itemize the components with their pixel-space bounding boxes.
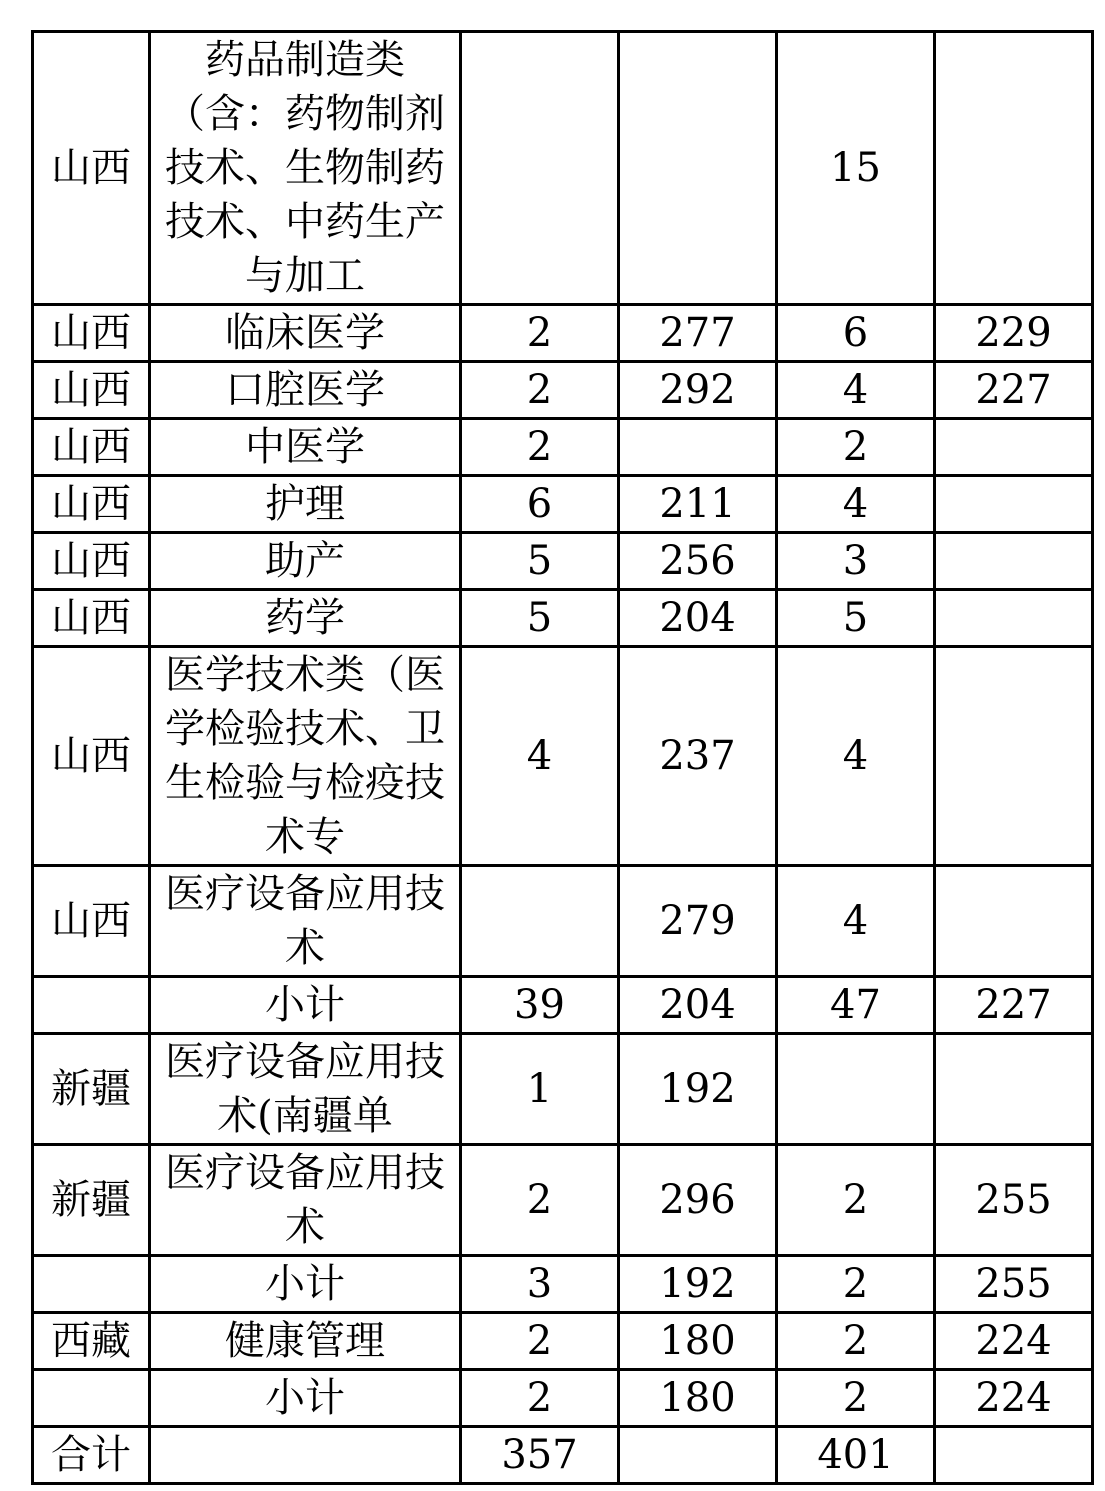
province-cell: 新疆	[33, 1145, 150, 1256]
province-cell: 山西	[33, 362, 150, 419]
value-cell: 255	[935, 1256, 1093, 1313]
province-cell: 山西	[33, 32, 150, 305]
value-cell: 2	[777, 1370, 935, 1427]
table-row	[33, 362, 1093, 419]
value-cell: 224	[935, 1313, 1093, 1370]
value-cell	[935, 32, 1093, 305]
value-cell	[935, 476, 1093, 533]
subtotal-label: 小计	[150, 977, 461, 1034]
value-cell	[619, 1427, 777, 1484]
value-cell: 2	[461, 1370, 619, 1427]
subtotal-row	[33, 1256, 1093, 1313]
value-cell	[935, 647, 1093, 866]
major-cell	[150, 647, 461, 866]
table-row	[33, 1145, 1093, 1256]
major-text: 医疗设备应用技术	[165, 1150, 445, 1250]
value-cell: 15	[777, 32, 935, 305]
province-cell: 山西	[33, 476, 150, 533]
major-text: 医疗设备应用技术(南疆单	[165, 1039, 445, 1139]
value-cell: 5	[777, 590, 935, 647]
value-cell: 4	[777, 476, 935, 533]
major-text: 医学技术类（医学检验技术、卫生检验与检疫技术专	[165, 652, 445, 860]
value-cell	[935, 866, 1093, 977]
value-cell: 6	[461, 476, 619, 533]
value-cell: 2	[461, 1313, 619, 1370]
value-cell: 2	[461, 362, 619, 419]
major-cell	[150, 866, 461, 977]
value-cell: 2	[777, 1256, 935, 1313]
admission-table	[31, 30, 1094, 1485]
value-cell: 2	[461, 419, 619, 476]
value-cell: 192	[619, 1256, 777, 1313]
value-cell: 2	[777, 1313, 935, 1370]
value-cell: 279	[619, 866, 777, 977]
value-cell: 227	[935, 977, 1093, 1034]
table-row	[33, 1313, 1093, 1370]
value-cell	[935, 533, 1093, 590]
major-text: 药品制造类（含：药物制剂技术、生物制药技术、中药生产与加工	[165, 37, 445, 299]
value-cell: 229	[935, 305, 1093, 362]
value-cell	[619, 32, 777, 305]
value-cell: 292	[619, 362, 777, 419]
value-cell: 180	[619, 1313, 777, 1370]
table-row	[33, 1034, 1093, 1145]
value-cell	[935, 419, 1093, 476]
major-cell	[150, 1145, 461, 1256]
value-cell: 3	[461, 1256, 619, 1313]
major-text: 医疗设备应用技术	[165, 871, 445, 971]
value-cell: 357	[461, 1427, 619, 1484]
table-row	[33, 419, 1093, 476]
value-cell: 180	[619, 1370, 777, 1427]
major-cell	[150, 32, 461, 305]
value-cell: 5	[461, 533, 619, 590]
major-cell: 口腔医学	[150, 362, 461, 419]
value-cell: 211	[619, 476, 777, 533]
major-cell: 药学	[150, 590, 461, 647]
value-cell: 2	[461, 1145, 619, 1256]
major-cell: 健康管理	[150, 1313, 461, 1370]
table-row	[33, 866, 1093, 977]
value-cell: 256	[619, 533, 777, 590]
value-cell	[935, 590, 1093, 647]
province-cell: 西藏	[33, 1313, 150, 1370]
value-cell: 224	[935, 1370, 1093, 1427]
value-cell: 204	[619, 977, 777, 1034]
table-row	[33, 590, 1093, 647]
value-cell: 237	[619, 647, 777, 866]
value-cell	[935, 1427, 1093, 1484]
major-cell	[150, 1034, 461, 1145]
value-cell: 39	[461, 977, 619, 1034]
value-cell: 47	[777, 977, 935, 1034]
subtotal-row	[33, 977, 1093, 1034]
table-row	[33, 533, 1093, 590]
value-cell	[461, 866, 619, 977]
value-cell: 296	[619, 1145, 777, 1256]
value-cell: 2	[777, 419, 935, 476]
total-row	[33, 1427, 1093, 1484]
value-cell: 4	[777, 647, 935, 866]
value-cell	[777, 1034, 935, 1145]
value-cell: 4	[461, 647, 619, 866]
province-cell: 山西	[33, 866, 150, 977]
province-cell: 新疆	[33, 1034, 150, 1145]
major-cell: 助产	[150, 533, 461, 590]
table-row	[33, 305, 1093, 362]
table-row	[33, 476, 1093, 533]
province-cell: 山西	[33, 647, 150, 866]
major-cell: 临床医学	[150, 305, 461, 362]
value-cell: 2	[777, 1145, 935, 1256]
value-cell: 5	[461, 590, 619, 647]
value-cell: 6	[777, 305, 935, 362]
value-cell: 2	[461, 305, 619, 362]
value-cell: 227	[935, 362, 1093, 419]
table-row	[33, 647, 1093, 866]
value-cell: 4	[777, 362, 935, 419]
major-cell: 护理	[150, 476, 461, 533]
province-cell: 山西	[33, 419, 150, 476]
value-cell: 204	[619, 590, 777, 647]
province-cell: 山西	[33, 590, 150, 647]
major-cell: 中医学	[150, 419, 461, 476]
total-label: 合计	[33, 1427, 150, 1484]
province-cell: 山西	[33, 305, 150, 362]
value-cell: 277	[619, 305, 777, 362]
province-cell: 山西	[33, 533, 150, 590]
value-cell	[619, 419, 777, 476]
province-cell	[33, 977, 150, 1034]
value-cell: 3	[777, 533, 935, 590]
value-cell: 192	[619, 1034, 777, 1145]
value-cell: 255	[935, 1145, 1093, 1256]
province-cell	[33, 1256, 150, 1313]
province-cell	[33, 1370, 150, 1427]
value-cell: 1	[461, 1034, 619, 1145]
value-cell	[461, 32, 619, 305]
table-row	[33, 32, 1093, 305]
subtotal-row	[33, 1370, 1093, 1427]
subtotal-label: 小计	[150, 1256, 461, 1313]
value-cell: 4	[777, 866, 935, 977]
subtotal-label: 小计	[150, 1370, 461, 1427]
value-cell	[935, 1034, 1093, 1145]
major-cell	[150, 1427, 461, 1484]
value-cell: 401	[777, 1427, 935, 1484]
